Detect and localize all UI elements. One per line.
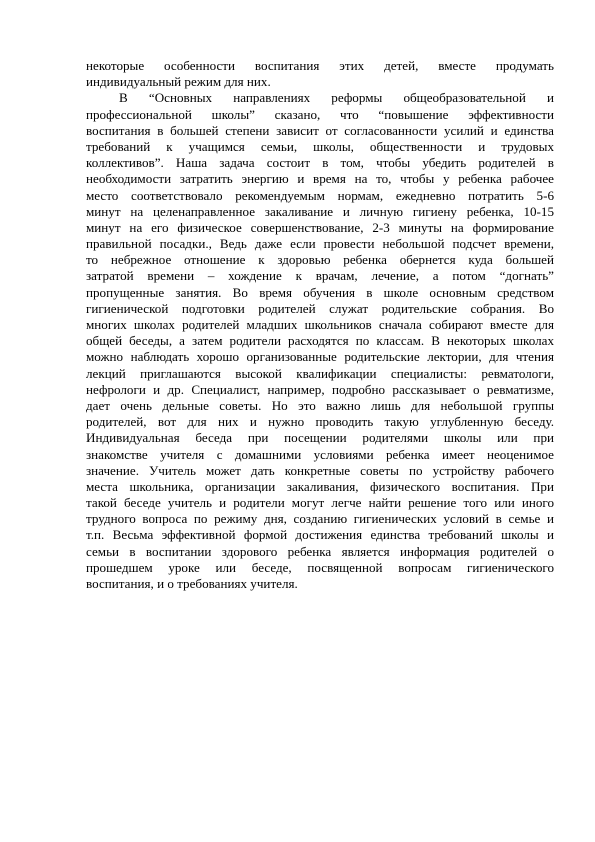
text-line: семьи в воспитании здорового ребенка является информация родителей о: [86, 543, 554, 559]
text-line: то небрежное отношение к здоровью ребенка обернется куда большей: [86, 252, 554, 268]
text-line: В “Основных направлениях реформы общеобразовательной и: [119, 90, 554, 106]
text-line: лекций приглашаются высокой квалификации специалисты: ревматологи,: [86, 365, 554, 381]
text-line: нефрологи и др. Специалист, например, подробно рассказывает о ревматизме,: [86, 381, 554, 397]
text-line: Индивидуальная беседа при посещении родителями школы или при: [86, 430, 554, 446]
text-line: родителей, вот для них и нужно проводить такую углубленную беседу.: [86, 414, 554, 430]
text-line: общей беседы, а затем родители расходятся по классам. В некоторых школах: [86, 333, 554, 349]
text-line: правильной посадки., Ведь даже если провести небольшой подсчет времени,: [86, 236, 554, 252]
text-line: значение. Учитель может дать конкретные советы по устройству рабочего: [86, 462, 554, 478]
text-line: воспитания, и о требованиях учителя.: [86, 576, 298, 591]
text-line: минут на целенаправленное закаливание и личную гигиену ребенка, 10-15: [86, 203, 554, 219]
text-line: места школьника, организации закаливания, физического воспитания. При: [86, 478, 554, 494]
text-line: пропущенные занятия. Во время обучения в школе основным средством: [86, 284, 554, 300]
text-line: т.п. Весьма эффективной формой достижения единства требований школы и: [86, 527, 554, 543]
text-line: место соответствовало рекомендуемым нормам, ежедневно потратить 5-6: [86, 187, 554, 203]
text-line: необходимости затратить энергию и время на то, чтобы у ребенка рабочее: [86, 171, 554, 187]
text-line: гигиенической подготовки родителей служат родительские собрания. Во: [86, 300, 554, 316]
text-line: знакомстве учителя с домашними условиями ребенка имеет неоценимое: [86, 446, 554, 462]
text-line: дает очень дельные советы. Но это важно лишь для небольшой группы: [86, 397, 554, 413]
text-line: многих школах родителей младших школьников сначала собирают вместе для: [86, 317, 554, 332]
body-text: [86, 58, 554, 592]
text-line: некоторые особенности воспитания этих детей, вместе продумать: [86, 58, 554, 73]
text-line: требований к учащимся семьи, школы, общественности и трудовых: [86, 138, 554, 154]
text-line: затратой времени – хождение к врачам, лечение, а потом “догнать”: [86, 268, 554, 284]
text-line: коллективов”. Наша задача состоит в том, чтобы убедить родителей в: [86, 155, 554, 171]
text-line: профессиональной школы” сказано, что “повышение эффективности: [86, 106, 554, 122]
text-line: трудного вопроса по режиму дня, созданию гигиенических условий в семье и: [86, 511, 554, 527]
text-line: минут на его физическое совершенствование, 2-3 минуты на формирование: [86, 219, 554, 235]
text-line: можно наблюдать хорошо организованные родительские лектории, для чтения: [86, 349, 554, 365]
text-line: прошедшем уроке или беседе, посвященной вопросам гигиенического: [86, 559, 554, 575]
text-line: индивидуальный режим для них.: [86, 74, 271, 90]
text-line: такой беседе учитель и родители могут легче найти решение того или иного: [86, 495, 554, 511]
text-line: воспитания в большей степени зависит от согласованности усилий и единства: [86, 122, 554, 138]
